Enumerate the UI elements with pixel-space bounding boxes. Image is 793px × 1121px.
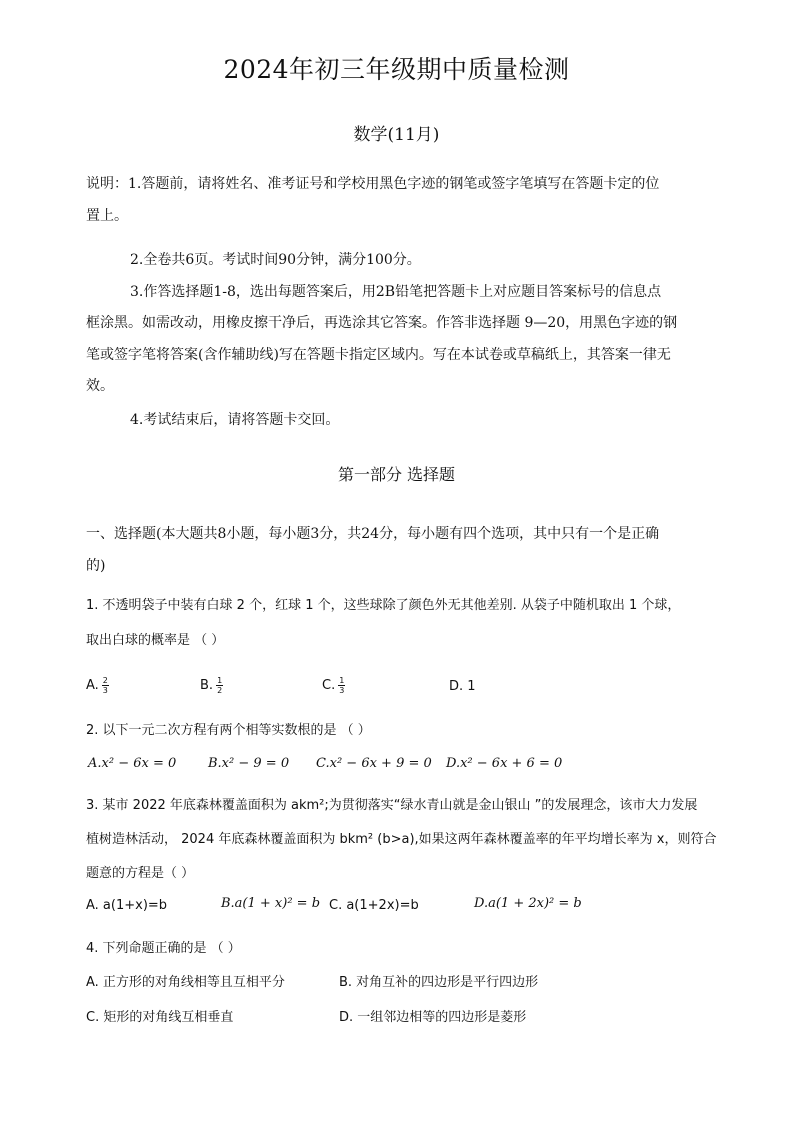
q1-option-c-denominator: 3 [339, 686, 345, 695]
q1-option-a [86, 676, 109, 695]
instruction-3-line-d: 效。 [86, 378, 114, 394]
q1-option-c-fraction [338, 676, 345, 695]
q1-option-c-numerator: 1 [339, 676, 345, 685]
q2-stem: 2. 以下一元二次方程有两个相等实数根的是 （ ） [86, 723, 371, 738]
instruction-4: 4.考试结束后，请将答题卡交回。 [130, 412, 340, 428]
q4-option-d: D. 一组邻边相等的四边形是菱形 [339, 1010, 527, 1025]
q3-stem-line-a: 3. 某市 2022 年底森林覆盖面积为 akm²;为贯彻落实“绿水青山就是金山银山 ”的发展理念，该市大力发展 [86, 798, 698, 813]
page-title: 2024年初三年级期中质量检测 [223, 55, 570, 84]
q3-option-a: A. a(1+x)=b [86, 898, 168, 913]
page-subtitle: 数学(11月) [353, 125, 440, 145]
q1-option-b-label: B. [200, 678, 214, 693]
q3-option-d: D.a(1 + 2x)² = b [474, 896, 582, 911]
q1-option-b-numerator: 1 [217, 676, 223, 685]
q1-option-a-numerator: 2 [102, 676, 108, 685]
instruction-3-line-b: 框涂黑。如需改动，用橡皮擦干净后，再选涂其它答案。作答非选择题 9—20，用黑色字迹的钢 [86, 315, 678, 331]
q2-option-b: B.x² − 9 = 0 [208, 756, 290, 771]
q1-option-a-denominator: 3 [102, 686, 108, 695]
section-heading-line-a: 一、选择题(本大题共8小题，每小题3分，共24分，每小题有四个选项，其中只有一个是正确 [86, 526, 660, 542]
section-title: 第一部分 选择题 [337, 465, 456, 484]
q1-option-b-fraction [216, 676, 223, 695]
q1-option-c [322, 676, 345, 695]
q1-option-c-label: C. [322, 678, 336, 693]
q1-stem-line-a: 1. 不透明袋子中装有白球 2 个，红球 1 个，这些球除了颜色外无其他差别. 从袋子中随机取出 1 个球， [86, 598, 681, 613]
q2-option-d: D.x² − 6x + 6 = 0 [446, 756, 563, 771]
q1-stem-line-b: 取出白球的概率是 （ ） [86, 633, 225, 648]
q1-option-a-fraction [102, 676, 109, 695]
q1-option-a-label: A. [86, 678, 99, 693]
q3-option-c: C. a(1+2x)=b [329, 898, 419, 913]
q3-option-b: B.a(1 + x)² = b [221, 896, 321, 911]
q1-option-d: D. 1 [449, 679, 476, 694]
q3-stem-line-b: 植树造林活动， 2024 年底森林覆盖面积为 bkm² (b>a),如果这两年森林覆盖率的年平均增长率为 x，则符合 [86, 832, 717, 847]
q1-option-b [200, 676, 223, 695]
q4-option-a: A. 正方形的对角线相等且互相平分 [86, 975, 285, 990]
q1-option-b-denominator: 2 [217, 686, 223, 695]
instruction-1-line-b: 置上。 [86, 208, 128, 224]
instruction-1-line-a: 说明：1.答题前，请将姓名、准考证号和学校用黑色字迹的钢笔或签字笔填写在答题卡定的位 [86, 176, 660, 192]
instruction-3-line-a: 3.作答选择题1-8，选出每题答案后，用2B铅笔把答题卡上对应题目答案标号的信息点 [130, 284, 662, 300]
instruction-2: 2.全卷共6页。考试时间90分钟，满分100分。 [130, 252, 421, 268]
q2-option-c: C.x² − 6x + 9 = 0 [316, 756, 432, 771]
instruction-3-line-c: 笔或签字笔将答案(含作辅助线)写在答题卡指定区域内。写在本试卷或草稿纸上，其答案一律无 [86, 347, 671, 363]
section-heading-line-b: 的) [86, 558, 106, 574]
q2-option-a: A.x² − 6x = 0 [88, 756, 177, 771]
q3-stem-line-c: 题意的方程是（ ） [86, 866, 195, 881]
q4-stem: 4. 下列命题正确的是 （ ） [86, 941, 241, 956]
q4-option-b: B. 对角互补的四边形是平行四边形 [339, 975, 539, 990]
q4-option-c: C. 矩形的对角线互相垂直 [86, 1010, 234, 1025]
